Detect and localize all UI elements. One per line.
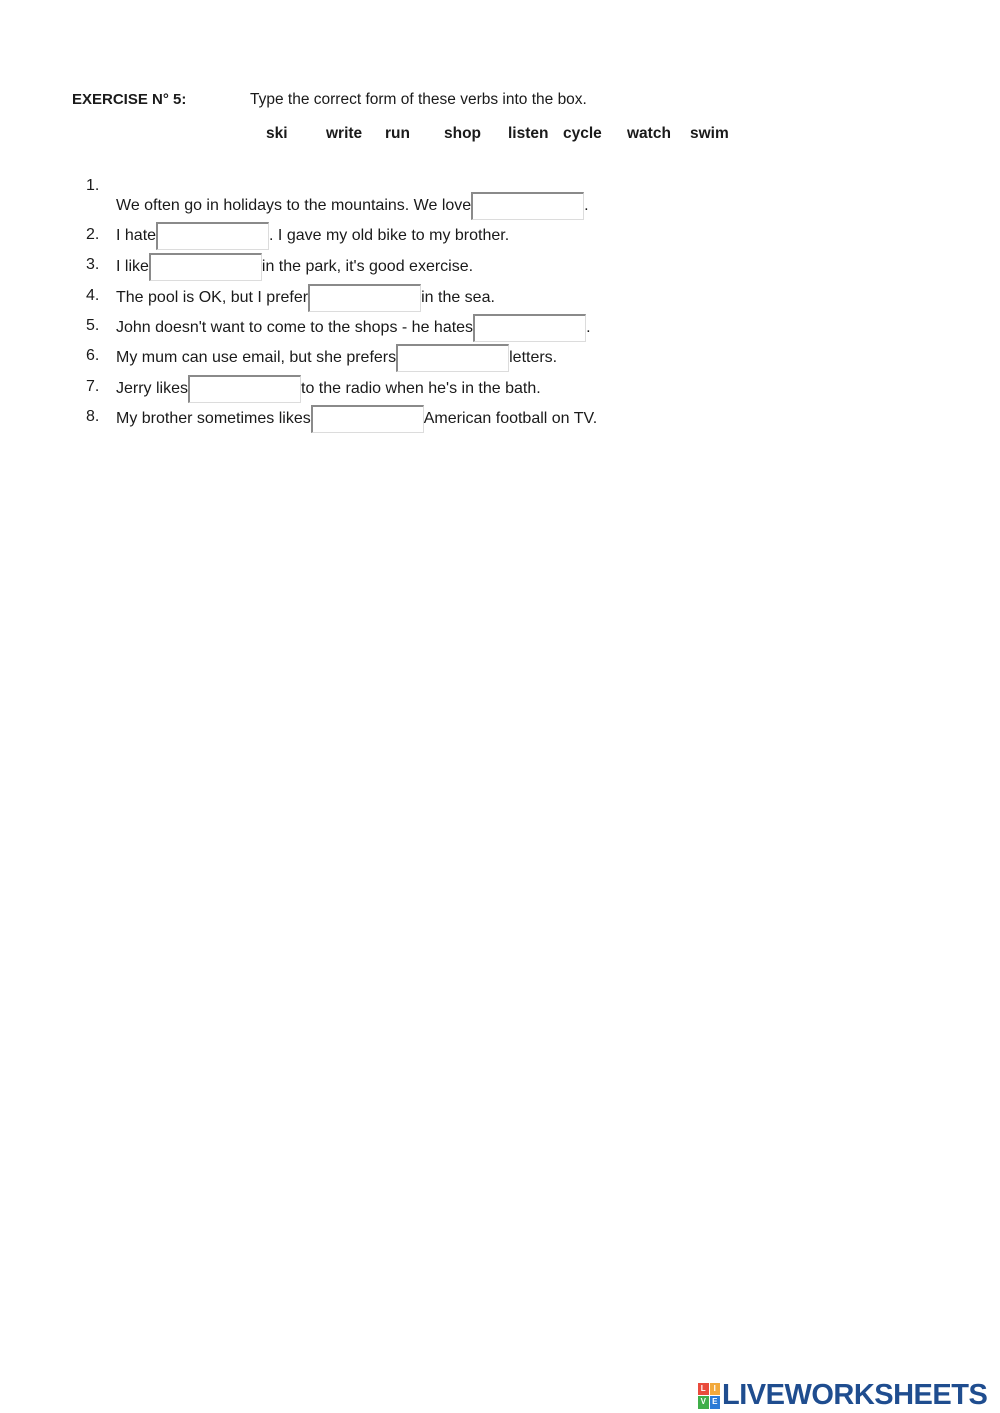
question-number: 6. [86, 347, 100, 364]
logo-badge-letter: I [710, 1383, 721, 1396]
question-sentence [116, 405, 597, 433]
question-number: 5. [86, 317, 100, 334]
liveworksheets-logo [698, 1379, 987, 1412]
word-bank-item: watch [627, 125, 671, 142]
answer-input-7[interactable] [188, 375, 301, 403]
question-number: 8. [86, 408, 100, 425]
question-number: 7. [86, 378, 100, 395]
sentence-after: . [586, 319, 591, 336]
answer-input-3[interactable] [149, 253, 262, 281]
sentence-after: American football on TV. [423, 410, 598, 427]
sentence-before: I hate [116, 227, 157, 244]
answer-input-5[interactable] [473, 314, 586, 342]
question-number: 4. [86, 287, 100, 304]
logo-badge-icon [698, 1383, 720, 1409]
sentence-after: in the park, it's good exercise. [261, 258, 474, 275]
word-bank-item: swim [690, 125, 729, 142]
sentence-after: to the radio when he's in the bath. [301, 380, 541, 397]
sentence-before: John doesn't want to come to the shops - he hates [116, 319, 474, 336]
question-sentence [116, 192, 589, 220]
answer-input-4[interactable] [308, 284, 421, 312]
exercise-heading: EXERCISE N° 5: [72, 91, 187, 108]
question-sentence [116, 344, 557, 372]
question-sentence [116, 375, 541, 403]
word-bank-item: listen [508, 125, 549, 142]
word-bank-item: run [385, 125, 410, 142]
question-number: 1. [86, 177, 100, 194]
word-bank-item: cycle [563, 125, 602, 142]
question-sentence [116, 314, 591, 342]
word-bank-item: write [326, 125, 363, 142]
question-number: 2. [86, 226, 100, 243]
sentence-after: . I gave my old bike to my brother. [269, 227, 510, 244]
question-number: 3. [86, 256, 100, 273]
answer-input-1[interactable] [471, 192, 584, 220]
answer-input-8[interactable] [311, 405, 424, 433]
sentence-before: Jerry likes [116, 380, 189, 397]
word-bank-item: ski [266, 125, 288, 142]
sentence-after: letters. [509, 349, 558, 366]
sentence-before: My brother sometimes likes [116, 410, 311, 427]
logo-badge-letter: V [698, 1396, 709, 1409]
sentence-before: I like [116, 258, 149, 275]
question-sentence [116, 222, 509, 250]
exercise-instruction: Type the correct form of these verbs into the box. [250, 91, 587, 108]
logo-text: LIVEWORKSHEETS [722, 1379, 988, 1411]
question-sentence [116, 284, 495, 312]
sentence-before: The pool is OK, but I prefer [116, 289, 309, 306]
sentence-before: We often go in holidays to the mountains. We love [116, 197, 472, 214]
sentence-after: in the sea. [421, 289, 495, 306]
word-bank-item: shop [444, 125, 482, 142]
logo-badge-letter: L [698, 1383, 709, 1396]
sentence-before: My mum can use email, but she prefers [116, 349, 397, 366]
logo-badge-letter: E [710, 1396, 721, 1409]
answer-input-2[interactable] [156, 222, 269, 250]
sentence-after: . [584, 197, 589, 214]
answer-input-6[interactable] [396, 344, 509, 372]
question-sentence [116, 253, 473, 281]
